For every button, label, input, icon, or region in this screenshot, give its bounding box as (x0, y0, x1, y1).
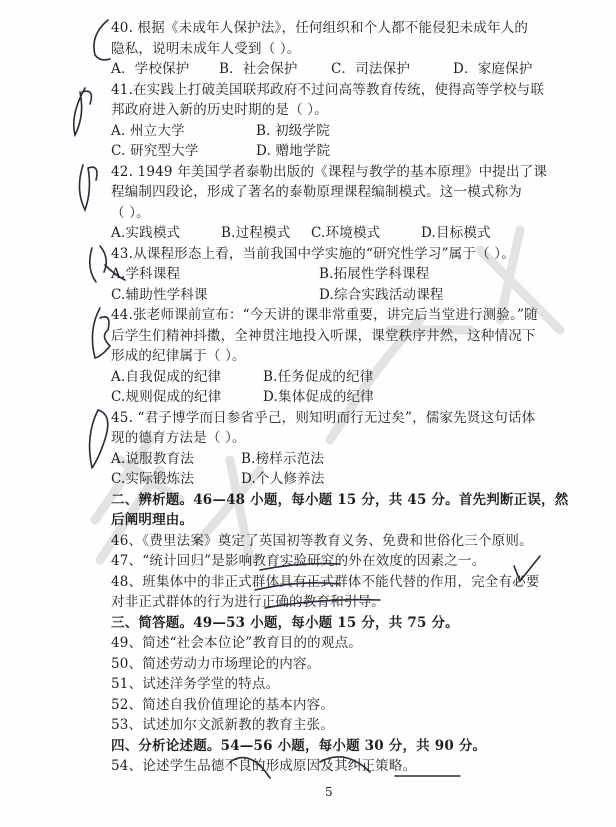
q47: 47、“统计回归”是影响教育实验研究的外在效度的因素之一。 (111, 553, 486, 569)
q44-stem-line3: 形成的纪律属于（ ）。 (111, 348, 246, 364)
q40-option-a: A．学校保护 (111, 61, 190, 77)
q44-stem-line2: 后学生们精神抖擞，全神贯注地投入听课，课堂秩序井然，这种情况下 (111, 327, 536, 344)
q40-stem-line1: 40. 根据《未成年人保护法》，任何组织和个人都不能侵犯未成年人的 (111, 20, 529, 36)
q40-option-c: C．司法保护 (331, 61, 411, 77)
q45-option-a: A.说服教育法 (111, 450, 194, 467)
q50: 50、简述劳动力市场理论的内容。 (111, 655, 321, 672)
answer-mark-d-q41 (74, 88, 92, 135)
q40-option-b: B．社会保护 (219, 61, 298, 77)
q51: 51、试述洋务学堂的特点。 (111, 676, 280, 692)
q49: 49、简述“社会本位论”教育目的的观点。 (111, 635, 362, 651)
q44-options-cd (111, 387, 551, 407)
q43-options-ab (111, 264, 551, 284)
section2-heading-cont: 后阐明理由。 (111, 512, 194, 528)
q45-options-cd (111, 469, 551, 489)
q45-stem-line2: 现的德育方法是（ ）。 (111, 430, 246, 446)
q44-option-c: C.规则促成的纪律 (111, 389, 222, 405)
page-number: 5 (325, 785, 333, 799)
q45-stem-line1: 45. “君子博学而日参省乎己，则知明而行无过矣”，儒家先贤这句话体 (111, 409, 536, 426)
q41-option-d: D. 赠地学院 (256, 143, 331, 159)
q43-stem-line1: 43.从课程形态上看，当前我国中学实施的“研究性学习”属于（ ）。 (111, 245, 515, 262)
q44-option-a: A.自我促成的纪律 (111, 368, 222, 385)
q41-options-ab (111, 121, 551, 141)
section2-heading: 二、辨析题。46—48 小题，每小题 15 分，共 45 分。首先判断正误，然 (111, 491, 569, 508)
q41-option-a: A. 州立大学 (111, 122, 185, 139)
q44-options-ab (111, 367, 551, 387)
q52: 52、简述自我价值理论的基本内容。 (111, 696, 335, 713)
q40-option-d: D．家庭保护 (453, 61, 533, 77)
q43-option-c: C.辅助性学科课 (111, 286, 208, 303)
answer-mark-d-q42 (79, 165, 97, 210)
answer-mark-d-q45 (90, 410, 108, 468)
q42-stem-line2: 程编制四段论，形成了著名的泰勒原理课程编制模式。这一模式称为 (111, 184, 522, 200)
q42-stem-line1: 42. 1949 年美国学者泰勒出版的《课程与教学的基本原理》中提出了课 (111, 163, 548, 180)
q44-option-b: B.任务促成的纪律 (263, 368, 374, 385)
q42-option-b: B.过程模式 (221, 225, 291, 241)
q43-option-a: A.学科课程 (111, 266, 181, 282)
q40-options (111, 59, 551, 79)
q43-option-d: D.综合实践活动课程 (319, 286, 444, 303)
q45-options-ab (111, 449, 551, 469)
q45-option-d: D.个人修养法 (241, 471, 325, 487)
q40-stem-line2: 隐私，说明未成年人受到（ ）。 (111, 40, 301, 57)
q53: 53、试述加尔文派新教的教育主张。 (111, 717, 335, 733)
q42-options (111, 223, 551, 243)
q44-stem-line1: 44.张老师课前宣布：“今天讲的课非常重要，讲完后当堂进行测验。”随 (111, 307, 538, 323)
q41-stem-line1: 41.在实践上打破美国联邦政府不过问高等教育传统，使得高等学校与联 (111, 81, 545, 98)
q42-option-a: A.实践模式 (111, 225, 181, 241)
q54: 54、论述学生品德不良的形成原因及其纠正策略。 (111, 758, 417, 774)
q41-options-cd (111, 141, 551, 161)
answer-mark-b-q44 (92, 308, 110, 358)
q42-option-c: C.环境模式 (311, 225, 381, 241)
q43-options-cd (111, 285, 551, 305)
q46: 46、《费里法案》奠定了英国初等教育义务、免费和世俗化三个原则。 (111, 532, 533, 549)
q48-line1: 48、班集体中的非正式群体具有正式群体不能代替的作用，完全有必要 (111, 573, 540, 590)
q41-stem-line2: 邦政府进入新的历史时期的是（ ）。 (111, 102, 328, 118)
q41-option-c: C. 研究型大学 (111, 143, 199, 159)
q42-option-d: D.目标模式 (421, 225, 491, 241)
q43-option-b: B.拓展性学科课程 (319, 266, 430, 282)
q41-option-b: B. 初级学院 (256, 122, 330, 139)
q42-stem-line3: （ ）。 (111, 204, 150, 221)
q45-option-c: C.实际锻炼法 (111, 471, 195, 487)
q44-option-d: D.集体促成的纪律 (263, 389, 374, 405)
answer-mark-c-q40 (94, 20, 110, 60)
section4-heading: 四、分析论述题。54—56 小题，每小题 30 分，共 90 分。 (111, 737, 487, 754)
section3-heading: 三、简答题。49—53 小题，每小题 15 分，共 75 分。 (111, 614, 459, 631)
q45-option-b: B.榜样示范法 (241, 450, 325, 467)
q48-line2: 对非正式群体的行为进行正确的教育和引导。 (111, 594, 385, 610)
